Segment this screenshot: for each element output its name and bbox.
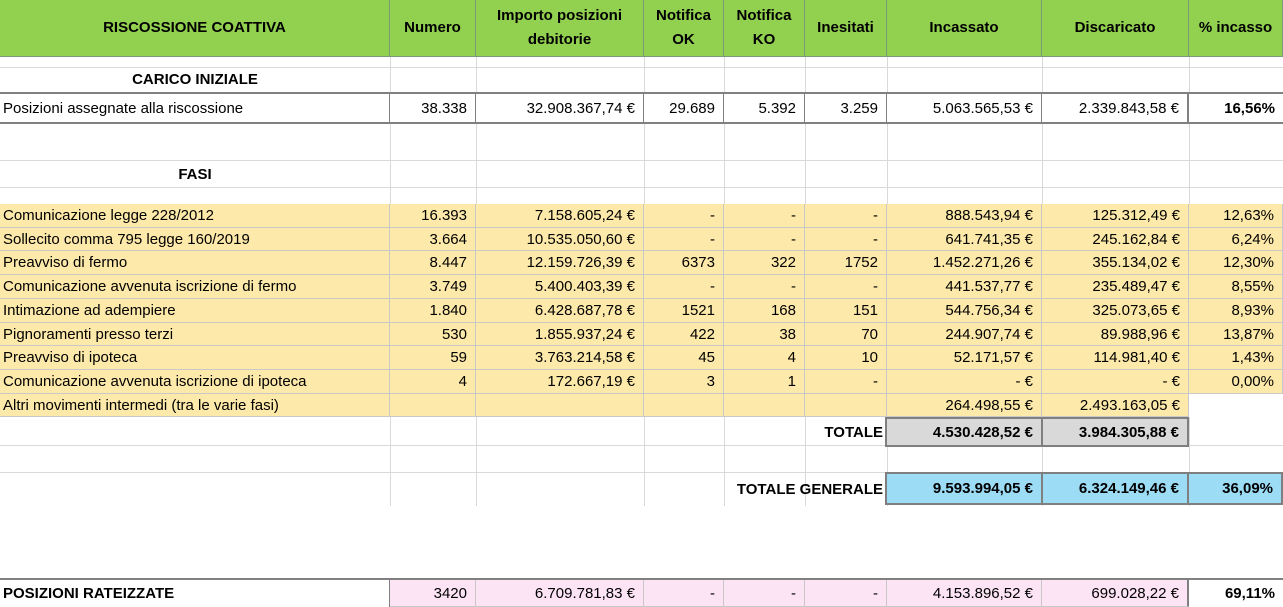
grid-vline [1189,124,1190,204]
rateizzate-label: POSIZIONI RATEIZZATE [0,580,390,607]
fase-notifica-ko [724,394,805,417]
grid-vline [644,124,645,204]
totale-generale-discaricato: 6.324.149,46 € [1041,472,1189,505]
fase-numero: 3.664 [390,228,476,251]
fase-discaricato: 2.493.163,05 € [1042,394,1189,417]
fase-notifica-ko: 168 [724,299,805,323]
fase-notifica-ko: 322 [724,251,805,275]
fase-inesitati [805,394,887,417]
header-notifica-ok: Notifica OK [644,0,724,57]
fase-numero: 59 [390,346,476,370]
fase-notifica-ko: - [724,228,805,251]
fase-numero: 16.393 [390,204,476,228]
grid-hline [0,160,1283,161]
fase-importo: 1.855.937,24 € [476,323,644,346]
grid-vline [1042,124,1043,204]
carico-label: Posizioni assegnate alla riscossione [0,94,390,122]
fase-pct [1189,394,1283,417]
grid-vline [724,124,725,204]
grid-vline [644,417,645,506]
fase-notifica-ok: 3 [644,370,724,394]
grid-vline [644,57,645,92]
carico-incassato: 5.063.565,53 € [887,94,1042,122]
fase-numero: 3.749 [390,275,476,299]
header-numero: Numero [390,0,476,57]
grid-vline [476,57,477,92]
fase-notifica-ok: 1521 [644,299,724,323]
fase-pct: 13,87% [1189,323,1283,346]
rateizzate-importo: 6.709.781,83 € [476,580,644,607]
rateizzate-incassato: 4.153.896,52 € [887,580,1042,607]
fase-label: Altri movimenti intermedi (tra le varie fasi) [0,394,390,417]
fase-incassato: 441.537,77 € [887,275,1042,299]
carico-notifica-ok: 29.689 [644,94,724,122]
totale-discaricato: 3.984.305,88 € [1041,417,1189,447]
grid-vline [390,417,391,506]
fase-label: Preavviso di fermo [0,251,390,275]
fase-notifica-ko: 1 [724,370,805,394]
fase-notifica-ok: - [644,275,724,299]
carico-importo: 32.908.367,74 € [476,94,644,122]
fase-numero: 530 [390,323,476,346]
fase-importo: 10.535.050,60 € [476,228,644,251]
fase-inesitati: - [805,228,887,251]
fase-label: Pignoramenti presso terzi [0,323,390,346]
header-title: RISCOSSIONE COATTIVA [0,0,390,57]
totale-incassato: 4.530.428,52 € [885,417,1043,447]
fase-inesitati: - [805,204,887,228]
fase-inesitati: 151 [805,299,887,323]
fase-discaricato: 355.134,02 € [1042,251,1189,275]
carico-row [0,92,1283,124]
fase-notifica-ok: 45 [644,346,724,370]
fase-discaricato: 114.981,40 € [1042,346,1189,370]
fase-importo: 5.400.403,39 € [476,275,644,299]
fase-notifica-ko: 4 [724,346,805,370]
fase-inesitati: - [805,370,887,394]
carico-notifica-ko: 5.392 [724,94,805,122]
fase-incassato: 264.498,55 € [887,394,1042,417]
fase-notifica-ko: 38 [724,323,805,346]
fase-importo [476,394,644,417]
fase-incassato: - € [887,370,1042,394]
section-fasi: FASI [178,166,212,183]
fase-pct: 0,00% [1189,370,1283,394]
fase-label: Sollecito comma 795 legge 160/2019 [0,228,390,251]
fase-discaricato: 245.162,84 € [1042,228,1189,251]
grid-vline [476,124,477,204]
fase-inesitati: 1752 [805,251,887,275]
grid-vline [1042,57,1043,92]
header-importo: Importo posizioni debitorie [476,0,644,57]
fase-notifica-ok: 422 [644,323,724,346]
fase-discaricato: - € [1042,370,1189,394]
grid-vline [805,124,806,204]
fase-incassato: 544.756,34 € [887,299,1042,323]
grid-vline [887,124,888,204]
fase-notifica-ok: - [644,228,724,251]
fase-label: Intimazione ad adempiere [0,299,390,323]
fase-numero: 8.447 [390,251,476,275]
fase-discaricato: 89.988,96 € [1042,323,1189,346]
rateizzate-numero: 3420 [390,580,476,607]
header-discaricato: Discaricato [1042,0,1189,57]
fase-label: Comunicazione avvenuta iscrizione di fermo [0,275,390,299]
fase-numero: 4 [390,370,476,394]
grid-vline [1189,57,1190,92]
fase-pct: 8,55% [1189,275,1283,299]
totale-generale-label: TOTALE GENERALE [736,480,883,498]
grid-vline [390,57,391,92]
carico-numero: 38.338 [390,94,476,122]
header-incassato: Incassato [887,0,1042,57]
rateizzate-discaricato: 699.028,22 € [1042,580,1189,607]
rateizzate-pct: 69,11% [1224,585,1275,602]
fase-inesitati: - [805,275,887,299]
grid-hline [0,187,1283,188]
header-notifica-ko: Notifica KO [724,0,805,57]
fase-incassato: 888.543,94 € [887,204,1042,228]
fase-discaricato: 235.489,47 € [1042,275,1189,299]
fase-importo: 6.428.687,78 € [476,299,644,323]
rateizzate-notifica-ok: - [644,580,724,607]
header-inesitati: Inesitati [805,0,887,57]
fase-numero [390,394,476,417]
fase-inesitati: 70 [805,323,887,346]
totale-generale-pct: 36,09% [1187,472,1283,505]
fase-importo: 12.159.726,39 € [476,251,644,275]
fase-notifica-ok: - [644,204,724,228]
rateizzate-row [0,578,1283,607]
fase-notifica-ok: 6373 [644,251,724,275]
fase-importo: 3.763.214,58 € [476,346,644,370]
totale-generale-incassato: 9.593.994,05 € [885,472,1043,505]
grid-vline [805,57,806,92]
rateizzate-notifica-ko: - [724,580,805,607]
fase-pct: 8,93% [1189,299,1283,323]
section-carico-iniziale: CARICO INIZIALE [132,71,258,88]
fase-pct: 12,63% [1189,204,1283,228]
rateizzate-inesitati: - [805,580,887,607]
fase-notifica-ko: - [724,204,805,228]
grid-vline [476,417,477,506]
carico-inesitati: 3.259 [805,94,887,122]
fase-inesitati: 10 [805,346,887,370]
fase-incassato: 641.741,35 € [887,228,1042,251]
fase-incassato: 1.452.271,26 € [887,251,1042,275]
totale-label: TOTALE [824,423,883,441]
carico-discaricato: 2.339.843,58 € [1042,94,1189,122]
fase-label: Comunicazione avvenuta iscrizione di ipoteca [0,370,390,394]
fase-importo: 7.158.605,24 € [476,204,644,228]
fase-label: Comunicazione legge 228/2012 [0,204,390,228]
fase-numero: 1.840 [390,299,476,323]
fase-pct: 6,24% [1189,228,1283,251]
fase-incassato: 244.907,74 € [887,323,1042,346]
grid-vline [887,57,888,92]
grid-vline [390,124,391,204]
fase-importo: 172.667,19 € [476,370,644,394]
fase-incassato: 52.171,57 € [887,346,1042,370]
fase-notifica-ok [644,394,724,417]
fase-pct: 1,43% [1189,346,1283,370]
fase-notifica-ko: - [724,275,805,299]
fase-label: Preavviso di ipoteca [0,346,390,370]
fase-pct: 12,30% [1189,251,1283,275]
header-pct: % incasso [1189,0,1283,57]
fase-discaricato: 325.073,65 € [1042,299,1189,323]
fase-discaricato: 125.312,49 € [1042,204,1189,228]
carico-pct: 16,56% [1224,99,1275,117]
grid-vline [724,57,725,92]
